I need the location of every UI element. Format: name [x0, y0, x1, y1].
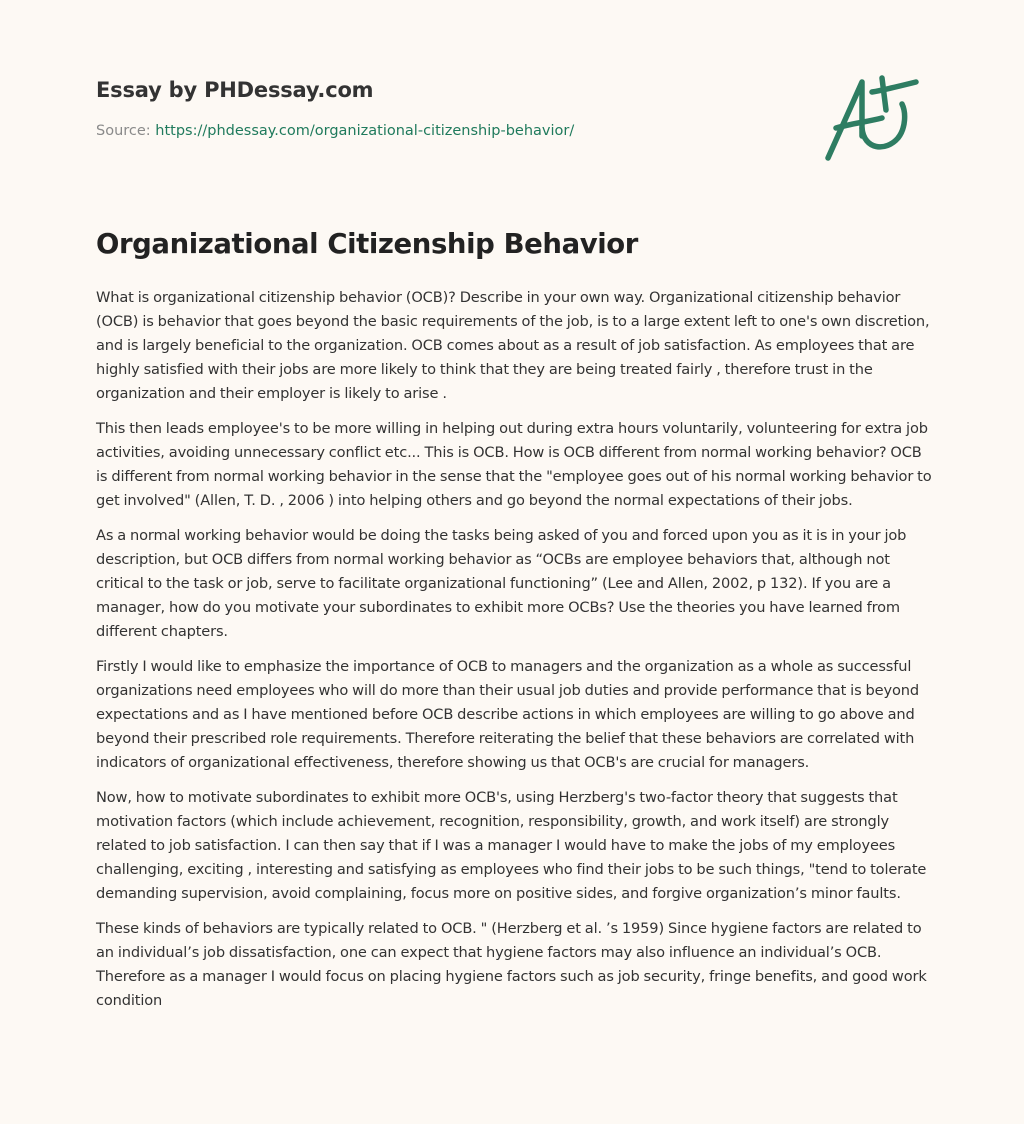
essay-paragraph-5: Now, how to motivate subordinates to exhibit more OCB's, using Herzberg's two-factor theory that suggests that motivation factors (which include achievement, recognition, responsibility, growth, and work itself) are strongly related to job satisfaction. I can then say that if I was a manager I would have to make the jobs of my employees challenging, exciting , interesting and satisfying as employees who find their jobs to be such things, "tend to tolerate demanding supervision, avoid complaining, focus more on positive sides, and forgive organization’s minor faults.	[96, 789, 927, 902]
a-plus-grade-icon	[822, 66, 930, 166]
essay-title: Organizational Citizenship Behavior	[96, 228, 638, 260]
essay-paragraph-1: What is organizational citizenship behavior (OCB)? Describe in your own way. Organizational citizenship behavior (OCB) is behavior that goes beyond the basic requirements of the job, is to a large extent left to one's own discretion, and is largely beneficial to the organization. OCB comes about as a result of job satisfaction. As employees that are highly satisfied with their jobs are more likely to think that they are being treated fairly , therefore trust in the organization and their employer is likely to arise .	[96, 289, 930, 402]
source-line	[96, 121, 796, 141]
essay-paragraph-4: Firstly I would like to emphasize the importance of OCB to managers and the organization as a whole as successful organizations need employees who will do more than their usual job duties and provide performance that is beyond expectations and as I have mentioned before OCB describe actions in which employees are willing to go above and beyond their prescribed role requirements. Therefore reiterating the belief that these behaviors are correlated with indicators of organizational effectiveness, therefore showing us that OCB's are crucial for managers.	[96, 658, 919, 771]
essay-paragraph-2: This then leads employee's to be more willing in helping out during extra hours voluntarily, volunteering for extra job activities, avoiding unnecessary conflict etc... This is OCB. How is OCB different from normal working behavior? OCB is different from normal working behavior in the sense that the "employee goes out of his normal working behavior to get involved" (Allen, T. D. , 2006 ) into helping others and go beyond the normal expectations of their jobs.	[96, 420, 932, 509]
essay-body	[96, 286, 936, 1024]
source-link[interactable]: https://phdessay.com/organizational-citizenship-behavior/	[155, 123, 575, 139]
essay-paragraph-3: As a normal working behavior would be doing the tasks being asked of you and forced upon you as it is in your job description, but OCB differs from normal working behavior as “OCBs are employee behaviors that, although not critical to the task or job, serve to facilitate organizational functioning” (Lee and Allen, 2002, p 132). If you are a manager, how do you motivate your subordinates to exhibit more OCBs? Use the theories you have learned from different chapters.	[96, 527, 907, 640]
essay-paragraph-6: These kinds of behaviors are typically related to OCB. " (Herzberg et al. ’s 1959) Since hygiene factors are related to an individual’s job dissatisfaction, one can expect that hygiene factors may also influence an individual’s OCB. Therefore as a manager I would focus on placing hygiene factors such as job security, fringe benefits, and good work condition	[96, 920, 927, 1009]
source-label: Source:	[96, 123, 151, 139]
site-title: Essay by PHDessay.com	[96, 78, 374, 102]
page-header	[96, 74, 796, 141]
